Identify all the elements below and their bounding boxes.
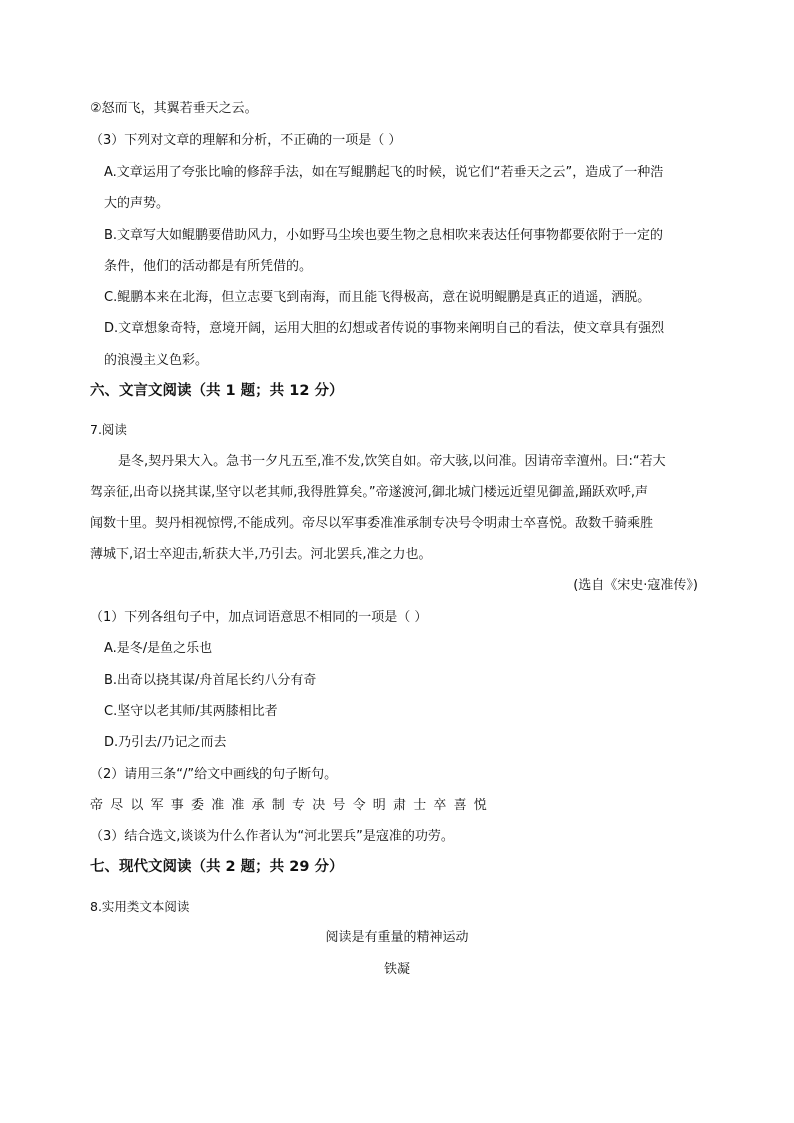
passage-source: (选自《宋史·寇准传》) <box>573 578 698 593</box>
q7-option-d: D.乃引去/乃记之而去 <box>104 735 227 750</box>
passage-line-2: 驾亲征,出奇以挠其谋,坚守以老其师,我得胜算矣。”帝遂渡河,御北城门楼远近望见御盖,踊跃欢呼,声 <box>90 485 649 500</box>
option-a-line-1: A.文章运用了夸张比喻的修辞手法，如在写鲲鹏起飞的时候，说它们“若垂天之云”，造成了一种浩 <box>104 165 664 180</box>
section-6-heading: 六、文言文阅读（共 1 题；共 12 分） <box>90 383 344 399</box>
option-d-line-2: 的浪漫主义色彩。 <box>104 353 209 368</box>
option-b-line-1: B.文章写大如鲲鹏要借助风力，小如野马尘埃也要生物之息相吹来表达任何事物都要依附于一定的 <box>104 228 664 243</box>
option-c: C.鲲鹏本来在北海，但立志要飞到南海，而且能飞得极高，意在说明鲲鹏是真正的逍遥，洒脱。 <box>104 290 651 305</box>
q7-option-a: A.是冬/是鱼之乐也 <box>104 641 213 656</box>
section-7-heading: 七、现代文阅读（共 2 题；共 29 分） <box>90 859 344 875</box>
q7-question-3: （3）结合选文,谈谈为什么作者认为“河北罢兵”是寇准的功劳。 <box>90 829 454 844</box>
option-d-line-1: D.文章想象奇特，意境开阔，运用大胆的幻想或者传说的事物来阐明自己的看法，使文章具有强烈 <box>104 321 665 336</box>
passage-line-4: 薄城下,诏士卒迎击,斩获大半,乃引去。河北罢兵,准之力也。 <box>90 547 432 562</box>
option-b-line-2: 条件，他们的活动都是有所凭借的。 <box>104 259 313 274</box>
q6-question-3: （3）下列对文章的理解和分析，不正确的一项是（ ） <box>90 133 402 148</box>
question-7-title: 7.阅读 <box>90 422 127 437</box>
q6-item-2: ②怒而飞，其翼若垂天之云。 <box>90 101 258 116</box>
sentence-to-punctuate: 帝尽以军事委准准承制专决号令明肃士卒喜悦 <box>90 798 495 813</box>
option-a-line-2: 大的声势。 <box>104 196 170 211</box>
q7-question-2: （2）请用三条“/”给文中画线的句子断句。 <box>90 767 338 782</box>
q7-option-c: C.坚守以老其师/其两膝相比者 <box>104 704 278 719</box>
question-8-title: 8.实用类文本阅读 <box>90 899 190 914</box>
article-author: 铁凝 <box>383 962 410 977</box>
q7-option-b: B.出奇以挠其谋/舟首尾长约八分有奇 <box>104 673 317 688</box>
article-title: 阅读是有重量的精神运动 <box>325 930 469 945</box>
passage-line-1: 是冬,契丹果大入。急书一夕凡五至,准不发,饮笑自如。帝大骇,以问准。因请帝幸澶州。曰:“若大 <box>118 454 666 469</box>
q7-question-1: （1）下列各组句子中，加点词语意思不相同的一项是（ ） <box>90 610 428 625</box>
passage-line-3: 闻数十里。契丹相视惊愕,不能成列。帝尽以军事委准准承制专决号令明肃士卒喜悦。敌数千骑乘胜 <box>90 516 654 531</box>
